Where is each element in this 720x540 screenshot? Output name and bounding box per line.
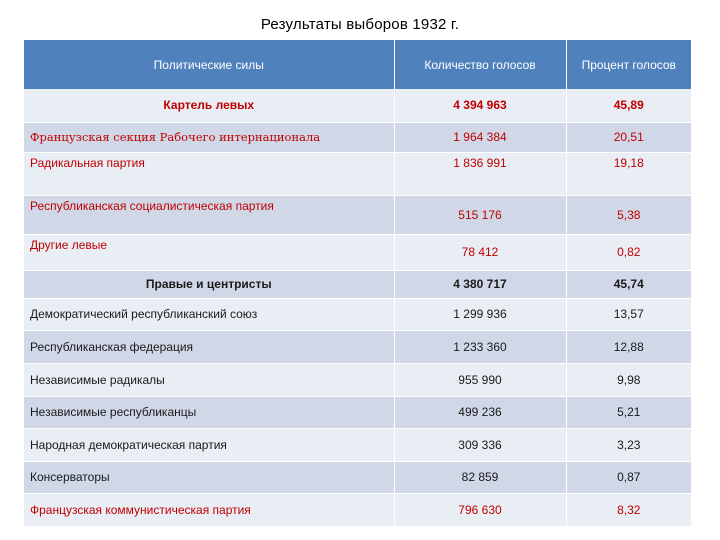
votes-percent: 19,18 xyxy=(566,152,691,195)
votes-count: 499 236 xyxy=(394,396,566,428)
table-row xyxy=(24,363,691,396)
party-name: Другие левые xyxy=(24,234,394,270)
party-name: Демократический республиканский союз xyxy=(24,298,394,330)
party-name: Республиканская социалистическая партия xyxy=(24,195,394,234)
table-row xyxy=(24,298,691,330)
party-name: Радикальная партия xyxy=(24,152,394,195)
party-name: Независимые радикалы xyxy=(24,363,394,396)
group-row-right-centrists xyxy=(24,270,691,298)
column-header-votes: Количество голосов xyxy=(394,40,566,89)
votes-count: 4 394 963 xyxy=(394,89,566,122)
party-name: Консерваторы xyxy=(24,461,394,493)
column-header-percent: Процент голосов xyxy=(566,40,691,89)
column-header-party: Политические силы xyxy=(24,40,394,89)
votes-count: 4 380 717 xyxy=(394,270,566,298)
votes-count: 1 299 936 xyxy=(394,298,566,330)
votes-count: 515 176 xyxy=(394,195,566,234)
table-row xyxy=(24,461,691,493)
votes-percent: 3,23 xyxy=(566,428,691,461)
party-name: Французская секция Рабочего интернационала xyxy=(24,122,394,152)
votes-percent: 0,87 xyxy=(566,461,691,493)
party-name: Французская коммунистическая партия xyxy=(24,493,394,526)
votes-percent: 45,74 xyxy=(566,270,691,298)
table-header-row xyxy=(24,40,691,89)
votes-count: 309 336 xyxy=(394,428,566,461)
votes-count: 955 990 xyxy=(394,363,566,396)
votes-percent: 9,98 xyxy=(566,363,691,396)
table-row xyxy=(24,195,691,234)
votes-count: 78 412 xyxy=(394,234,566,270)
votes-percent: 0,82 xyxy=(566,234,691,270)
table-row xyxy=(24,122,691,152)
votes-percent: 12,88 xyxy=(566,330,691,363)
votes-count: 1 836 991 xyxy=(394,152,566,195)
table-row xyxy=(24,234,691,270)
party-name: Картель левых xyxy=(24,89,394,122)
votes-count: 82 859 xyxy=(394,461,566,493)
votes-percent: 45,89 xyxy=(566,89,691,122)
party-name: Независимые республиканцы xyxy=(24,396,394,428)
votes-percent: 8,32 xyxy=(566,493,691,526)
table-row xyxy=(24,428,691,461)
votes-percent: 5,21 xyxy=(566,396,691,428)
party-name: Народная демократическая партия xyxy=(24,428,394,461)
election-results-table xyxy=(24,40,691,527)
page-title: Результаты выборов 1932 г. xyxy=(260,16,460,33)
votes-count: 796 630 xyxy=(394,493,566,526)
party-name: Правые и центристы xyxy=(24,270,394,298)
group-row-left-cartel xyxy=(24,89,691,122)
votes-percent: 13,57 xyxy=(566,298,691,330)
table-row xyxy=(24,330,691,363)
votes-count: 1 964 384 xyxy=(394,122,566,152)
votes-percent: 20,51 xyxy=(566,122,691,152)
votes-percent: 5,38 xyxy=(566,195,691,234)
votes-count: 1 233 360 xyxy=(394,330,566,363)
table-row xyxy=(24,493,691,526)
table-row xyxy=(24,396,691,428)
party-name: Республиканская федерация xyxy=(24,330,394,363)
table-row xyxy=(24,152,691,195)
